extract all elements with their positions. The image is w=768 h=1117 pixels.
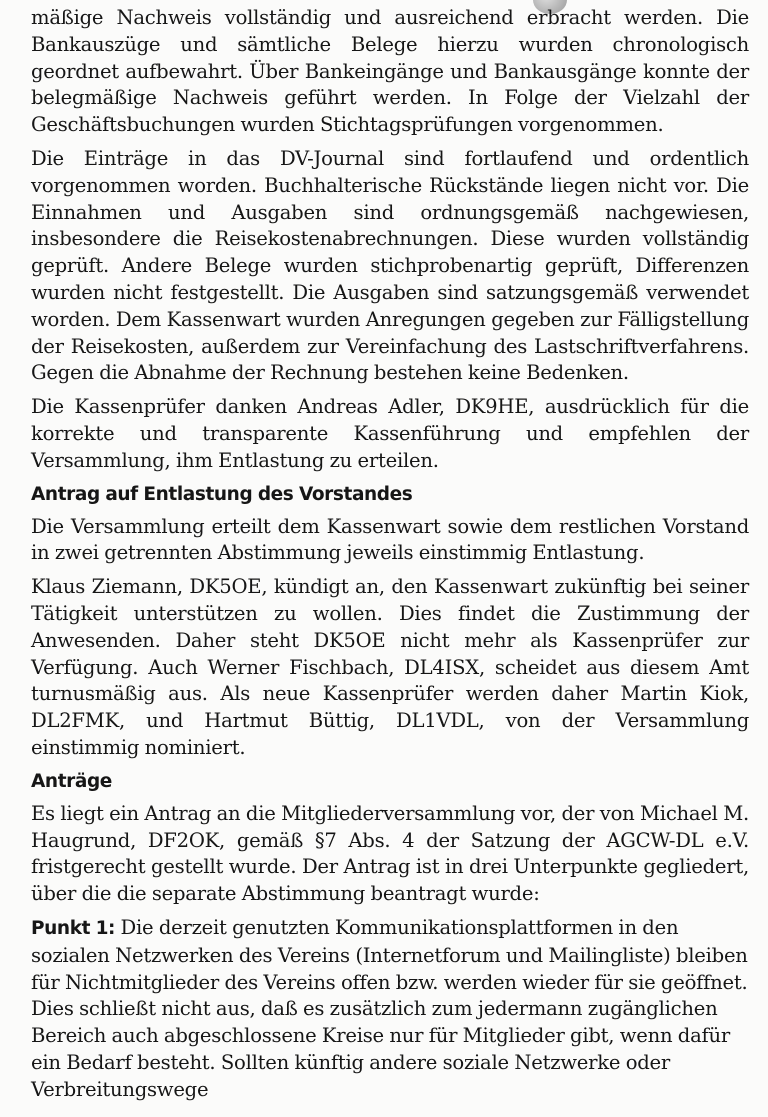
point-1-label: Punkt 1: xyxy=(31,917,116,939)
paragraph-assembly-discharge: Die Versammlung erteilt dem Kassenwart sowie dem restlichen Vorstand in zwei getrennten Abstimmung jeweils einstimmig Entlastung. xyxy=(31,514,749,565)
paragraph-cash-audit-evidence: mäßige Nachweis vollständig und ausreichend erbracht werden. Die Bankauszüge und sämtliche Belege hierzu wurden chronologisch geordnet aufbewahrt. Über Bankeingänge und Bankausgänge konnte der belegmäßige Nachweis geführt werden. In Folge der Vielzahl der Geschäftsbuchungen wurden Stichtagsprüfungen vorgenommen. xyxy=(31,6,749,137)
paragraph-journal-entries: Die Einträge in das DV-Journal sind fortlaufend und ordentlich vorgenommen worden. Buchhalterische Rückstände liegen nicht vor. Die Einnahmen und Ausgaben sind ordnungsgemäß nachgewiesen, insbesondere die Reisekostenabrechnungen. Diese wurden vollständig geprüft. Andere Belege wurden stichprobenartig geprüft, Differenzen wurden nicht festgestellt. Die Ausgaben sind satzungsgemäß verwendet worden. Dem Kassenwart wurden Anregungen gegeben zur Fälligstellung der Reisekosten, außerdem zur Vereinfachung des Lastschriftverfahrens. Gegen die Abnahme der Rechnung bestehen keine Bedenken. xyxy=(31,146,749,385)
heading-discharge-motion: Antrag auf Entlastung des Vorstandes xyxy=(31,483,413,505)
paragraph-motion-intro: Es liegt ein Antrag an die Mitgliederversammlung vor, der von Michael M. Haugrund, DF2OK, gemäß §7 Abs. 4 der Satzung der AGCW-DL e.V. fristgerecht gestellt wurde. Der Antrag ist in drei Unterpunkte gegliedert, über die die separate Abstimmung beantragt wurde: xyxy=(31,801,749,906)
document-page xyxy=(31,0,749,1110)
heading-motions: Anträge xyxy=(31,770,112,792)
point-1-text: Die derzeit genutzten Kommunikationsplattformen in den sozialen Netzwerken des Vereins (Internetforum und Mailingliste) bleiben für Nichtmitglieder des Vereins offen bzw. werden wieder für sie geöffnet. Dies schließt nicht aus, daß es zusätzlich zum jedermann zugänglichen Bereich auch abgeschlossene Kreise nur für Mitglieder gibt, wenn dafür ein Bedarf besteht. Sollten künftig andere soziale Netzwerke oder Verbreitungswege xyxy=(31,915,748,1101)
paragraph-point-1 xyxy=(31,915,749,1104)
paragraph-auditors-thanks: Die Kassenprüfer danken Andreas Adler, DK9HE, ausdrücklich für die korrekte und transparente Kassenführung und empfehlen der Versammlung, ihm Entlastung zu erteilen. xyxy=(31,395,749,472)
paragraph-new-auditors: Klaus Ziemann, DK5OE, kündigt an, den Kassenwart zukünftig bei seiner Tätigkeit unterstützen zu wollen. Dies findet die Zustimmung der Anwesenden. Daher steht DK5OE nicht mehr als Kassenprüfer zur Verfügung. Auch Werner Fischbach, DL4ISX, scheidet aus diesem Amt turnusmäßig aus. Als neue Kassenprüfer werden daher Martin Kiok, DL2FMK, und Hartmut Büttig, DL1VDL, von der Versammlung einstimmig nominiert. xyxy=(31,575,749,759)
